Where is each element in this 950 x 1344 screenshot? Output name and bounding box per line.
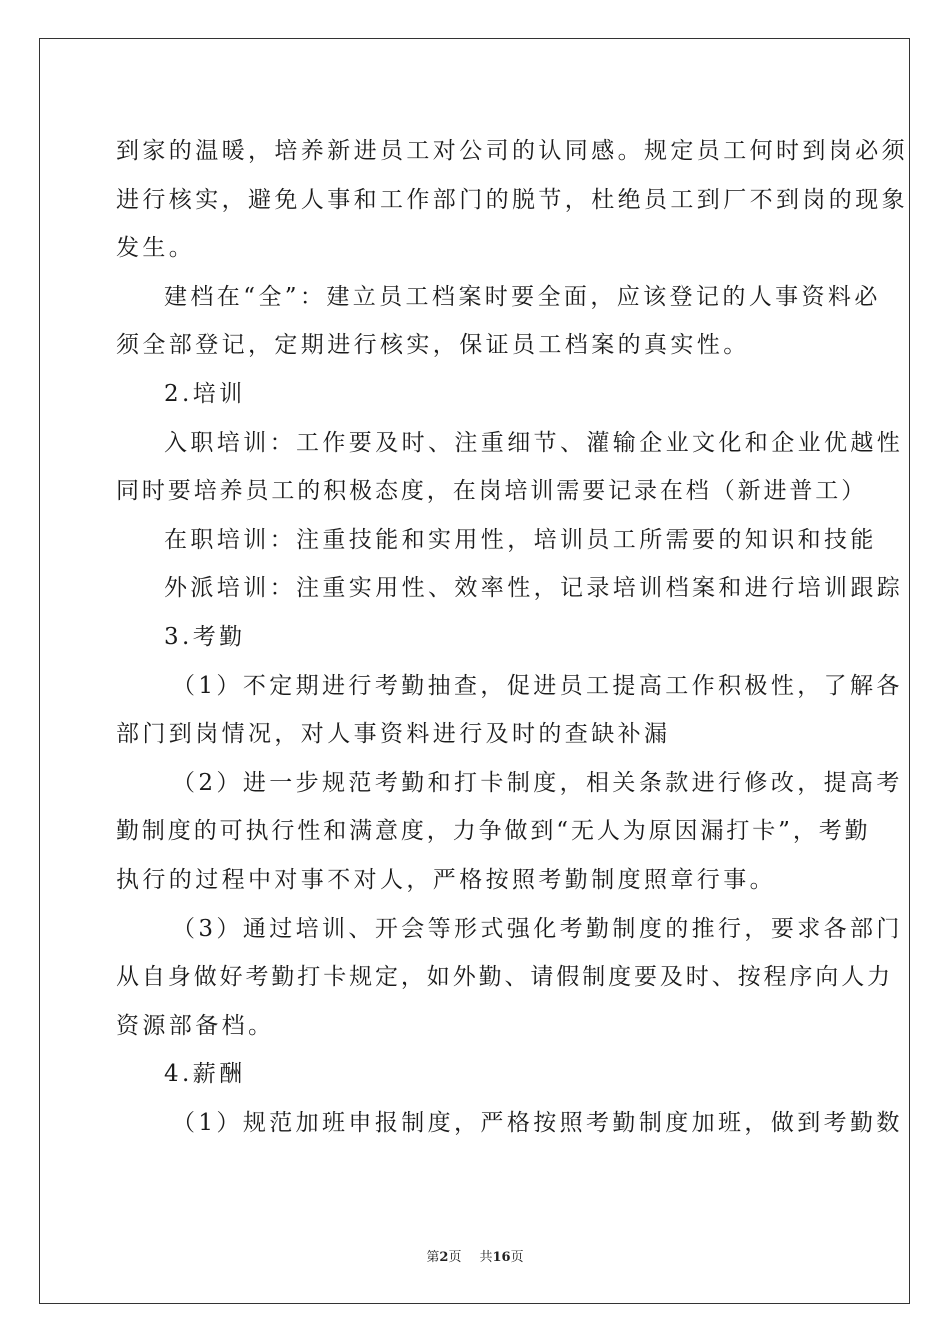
total-pages: 16 (492, 1250, 511, 1265)
paragraph-line: 入职培训：工作要及时、注重细节、灌输企业文化和企业优越性 (164, 429, 904, 456)
page-prefix: 第 (426, 1250, 440, 1265)
paragraph-line: 到家的温暖，培养新进员工对公司的认同感。规定员工何时到岗必须 (116, 138, 908, 164)
page-footer (0, 1246, 950, 1265)
section-heading: 3.考勤 (164, 623, 246, 650)
section-heading: 4.薪酬 (164, 1061, 246, 1088)
document-body (116, 127, 908, 1147)
page-suffix: 页 (448, 1250, 462, 1265)
paragraph-line: 从自身做好考勤打卡规定，如外勤、请假制度要及时、按程序向人力 (116, 964, 893, 991)
total-suffix: 页 (510, 1250, 524, 1265)
total-prefix: 共 (479, 1250, 493, 1265)
paragraph-line: 勤制度的可执行性和满意度，力争做到“无人为原因漏打卡”，考勤 (116, 818, 871, 845)
paragraph-line: （2）进一步规范考勤和打卡制度，相关条款进行修改，提高考 (172, 769, 903, 796)
page-number: 2 (439, 1250, 449, 1265)
paragraph-line: 建档在“全”：建立员工档案时要全面，应该登记的人事资料必 (164, 283, 881, 310)
paragraph-line: 部门到岗情况，对人事资料进行及时的查缺补漏 (116, 721, 671, 748)
paragraph-line: 同时要培养员工的积极态度，在岗培训需要记录在档（新进普工） (116, 478, 868, 505)
paragraph-line: （1）不定期进行考勤抽查，促进员工提高工作积极性，了解各 (172, 672, 903, 699)
paragraph-line: 外派培训：注重实用性、效率性，记录培训档案和进行培训跟踪 (164, 575, 904, 602)
paragraph-line: 发生。 (116, 235, 196, 262)
paragraph-line: 须全部登记，定期进行核实，保证员工档案的真实性。 (116, 332, 750, 359)
paragraph-line: （1）规范加班申报制度，严格按照考勤制度加班，做到考勤数 (172, 1109, 903, 1136)
paragraph-line: 在职培训：注重技能和实用性，培训员工所需要的知识和技能 (164, 526, 877, 553)
paragraph-line: 资源部备档。 (116, 1012, 275, 1039)
paragraph-line: 进行核实，避免人事和工作部门的脱节，杜绝员工到厂不到岗的现象 (116, 186, 908, 213)
paragraph-line: 执行的过程中对事不对人，严格按照考勤制度照章行事。 (116, 866, 776, 893)
section-heading: 2.培训 (164, 380, 246, 407)
paragraph-line: （3）通过培训、开会等形式强化考勤制度的推行，要求各部门 (172, 915, 903, 942)
